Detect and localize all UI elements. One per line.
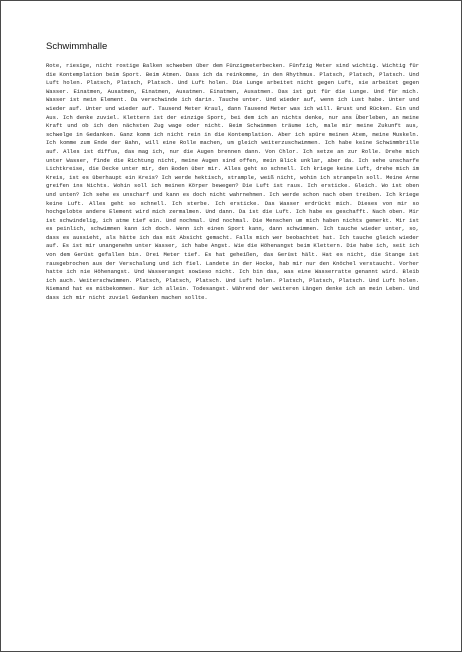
document-content — [46, 41, 419, 303]
document-title: Schwimmhalle — [46, 41, 108, 52]
document-body-paragraph: Rote, riesige, nicht rostige Balken schweben über dem Fünzigmeterbecken. Fünfzig Meter sind wichtig. Wichtig für die Kontemplation beim Sport. Beim Atmen. Dass ich da reinkomme, in den Rhythmus. Platsch, Platsch, Platsch. Und Luft holen. Platsch, Platsch, Platsch. Und Luft holen. Die Lunge arbeitet nicht gegen Luft, sie arbeitet gegen Wasser. Einatmen, Ausatmen, Einatmen, Ausatmen. Einatmen, Ausatmen. Das ist gut für die Lunge. Und für mich. Wasser ist mein Element. Da verschwinde ich darin. Tauche unter. Und wieder auf, wenn ich Lust habe. Unter und wieder auf. Unter und wieder auf. Tausend Meter Kraul, dann Tausend Meter was ich will. Brust und Rücken. Ein und Aus. Ich denke zuviel. Klettern ist der einzige Sport, bei dem ich an nichts denke, nur ans Überleben, an meine Kraft und ob ich den nächsten Zug wage oder nicht. Beim Schwimmen träume ich, male mir meine Zukunft aus, schwelge in Gedanken. Ganz komm ich nicht rein in die Kontemplation. Aber ich spüre meinen Atem, meine Muskeln. Ich komme zum Ende der Bahn, will eine Rolle machen, um gleich weiterzuschwimmen. Ich habe keine Schwimmbrille auf. Alles ist diffus, das mag ich, nur die Augen brennen dann. Von Chlor. Ich setze an zur Rolle. Drehe mich unter Wasser, finde die Richtung nicht, meine Augen sind offen, mein Blick unklar, aber da. Ich sehe unscharfe Lichtkreise, die Decke unter mir, den Boden über mir. Alles geht so schnell. Ich kriege keine Luft, drehe mich im Kreis, ist es überhaupt ein Kreis? Ich werde hektisch, strample, weiß nicht, wohin ich strampeln soll. Meine Arme greifen ins Nichts. Wohin soll ich meinen Körper bewegen? Die Luft ist raus. Ich ersticke. Gleich. Wo ist oben und unten? Ich sehe es unscharf und kann es doch nicht wahrnehmen. Ich werde schon nach oben treiben. Ich kriege keine Luft. Alles geht so schnell. Ich sterbe. Ich ersticke. Das Wasser erdrückt mich. Dieses von mir so hochgelobte andere Element wird mich zermalmen. Und dann. Da ist die Luft. Ich habe es geschafft. Nach oben. Mir ist schwindelig, ich atme tief ein. Und nochmal. Und nochmal. Die Menschen um mich haben nichts gemerkt. Mir ist es peinlich, schwimmen kann ich doch. Wenn ich einen Sport kann, dann schwimmen. Ich tauche wieder unter, so, dass es aussieht, als hätte ich das mit Absicht gemacht. Falls mich wer beobachtet hat. Ich tauche gleich wieder auf. Es ist mir unangenehm unter Wasser, ich habe Angst. Wie die Höhenangst beim Klettern. Die habe ich, seit ich von dem Gerüst gefallen bin. Drei Meter tief. Es hat geheißen, das Gerüst hält. Hat es nicht, die Stange ist rausgebrochen aus der Verschalung und ich fiel. Landete in der Hocke, hab mir nur den Knöchel verstaucht. Vorher hatte ich nie Höhenangst. Und Wasserangst sowieso nicht. Ich bin das, was eine Wasserratte genannt wird. Bleib ich auch. Weiterschwimmen. Platsch, Platsch, Platsch. Und Luft holen. Platsch, Platsch, Platsch. Und Luft holen. Niemand hat es mitbekommen. Nur ich allein. Todesangst. Während der weiteren Längen denke ich an mein Leben. Und dass ich mir nicht zuviel Gedanken machen sollte. — [46, 62, 419, 302]
